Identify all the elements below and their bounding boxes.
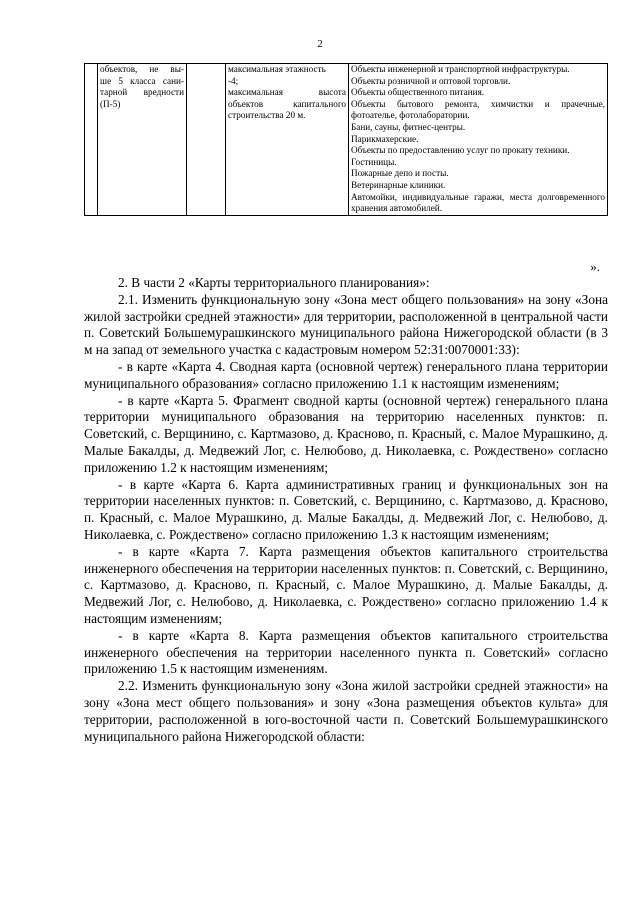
list-item: Объекты бытового ремонта, химчистки и прачечные, фотоателье, фотолаборатории.: [351, 98, 605, 121]
paragraph: - в карте «Карта 8. Карта размещения объектов капитального строительства инженерного обеспечения на территории населенного пункта п. Советский» согласно приложению 1.5 к настоящим изменениям.: [84, 627, 608, 677]
cell-line: максимальная этажность: [228, 64, 326, 74]
table-cell-zone-description: [98, 64, 187, 216]
paragraph: 2.2. Изменить функциональную зону «Зона жилой застройки средней этажности» на зону «Зона мест общего пользования» и зону «Зона размещения объектов культа» для территории, расположенной в юго-восточной части п. Советский Большемурашкинского муниципального района Нижегородской области:: [84, 678, 608, 744]
list-item: Объекты розничной и оптовой торговли.: [351, 75, 511, 86]
paragraph: 2. В части 2 «Карты территориального планирования»:: [118, 275, 430, 290]
table-cell-empty: [187, 64, 226, 216]
paragraph: - в карте «Карта 7. Карта размещения объектов капитального строительства инженерного обеспечения на территории населенных пунктов: п. Советский, с. Верщинино, с. Картмазово, д. Красново, п. Красный, с. Малое Мурашкино, д. Малые Бакалды, д. Медвежий Лог, с. Нелюбово, д. Николаевка, с. Рождествено» согласно приложению 1.4 к настоящим изменениям;: [84, 543, 608, 626]
table-row: [85, 64, 608, 216]
zones-table: [84, 63, 608, 216]
table-cell-permitted-objects: [349, 64, 608, 216]
cell-line: объектов капитального: [228, 98, 346, 109]
document-body: [84, 275, 608, 745]
table-cell-empty: [85, 64, 98, 216]
paragraph: - в карте «Карта 4. Сводная карта (основной чертеж) генерального плана территории муниципального образования» согласно приложению 1.1 к настоящим изменениям;: [84, 358, 608, 391]
list-item: Объекты инженерной и транспортной инфраструктуры.: [351, 64, 570, 74]
list-item: Объекты по предоставлению услуг по прокату техники.: [351, 145, 570, 156]
list-item: Бани, сауны, фитнес-центры.: [351, 121, 466, 132]
table-cell-parameters: [226, 64, 349, 216]
closing-quote: ».: [590, 259, 600, 274]
list-item: Парикмахерские.: [351, 133, 419, 144]
list-item: Гостиницы.: [351, 156, 397, 167]
cell-line: (П-5): [100, 98, 121, 109]
page-number: 2: [317, 38, 323, 50]
list-item: Автомойки, индивидуальные гаражи, места долговременного хранения автомобилей.: [351, 191, 605, 214]
list-item: Объекты общественного питания.: [351, 87, 485, 98]
cell-line: строительства 20 м.: [228, 110, 306, 121]
cell-line: ше 5 класса сани-: [100, 75, 184, 86]
cell-line: объектов, не вы-: [100, 64, 184, 74]
list-item: Ветеринарные клиники.: [351, 179, 446, 190]
cell-line: тарной вредности: [100, 87, 184, 98]
cell-line: -4;: [228, 75, 239, 86]
paragraph: - в карте «Карта 6. Карта административных границ и функциональных зон на территории населенных пунктов: п. Советский, с. Верщинино, с. Картмазово, д. Красново, п. Красный, с. Малое Мурашкино, д. Малые Бакалды, д. Медвежий Лог, с. Нелюбово, д. Николаевка, с. Рождествено» согласно приложению 1.3 к настоящим изменениям;: [84, 476, 608, 542]
paragraph: 2.1. Изменить функциональную зону «Зона мест общего пользования» на зону «Зона жилой застройки средней этажности» для территории, расположенной в центральной части п. Советский Большемурашкинского муниципального района Нижегородской области (в 3 м на запад от земельного участка с кадастровым номером 52:31:0070001:33):: [84, 291, 608, 358]
cell-line: максимальная высота: [228, 87, 346, 98]
list-item: Пожарные депо и посты.: [351, 168, 449, 179]
paragraph: - в карте «Карта 5. Фрагмент сводной карты (основной чертеж) генерального плана территории муниципального образования на территорию населенных пунктов: п. Советский, с. Верщинино, с. Картмазово, д. Красново, п. Красный, с. Малое Мурашкино, д. Малые Бакалды, д. Медвежий Лог, с. Нелюбово, д. Николаевка, с. Рождествено» согласно приложению 1.2 к настоящим изменениям;: [84, 392, 608, 475]
